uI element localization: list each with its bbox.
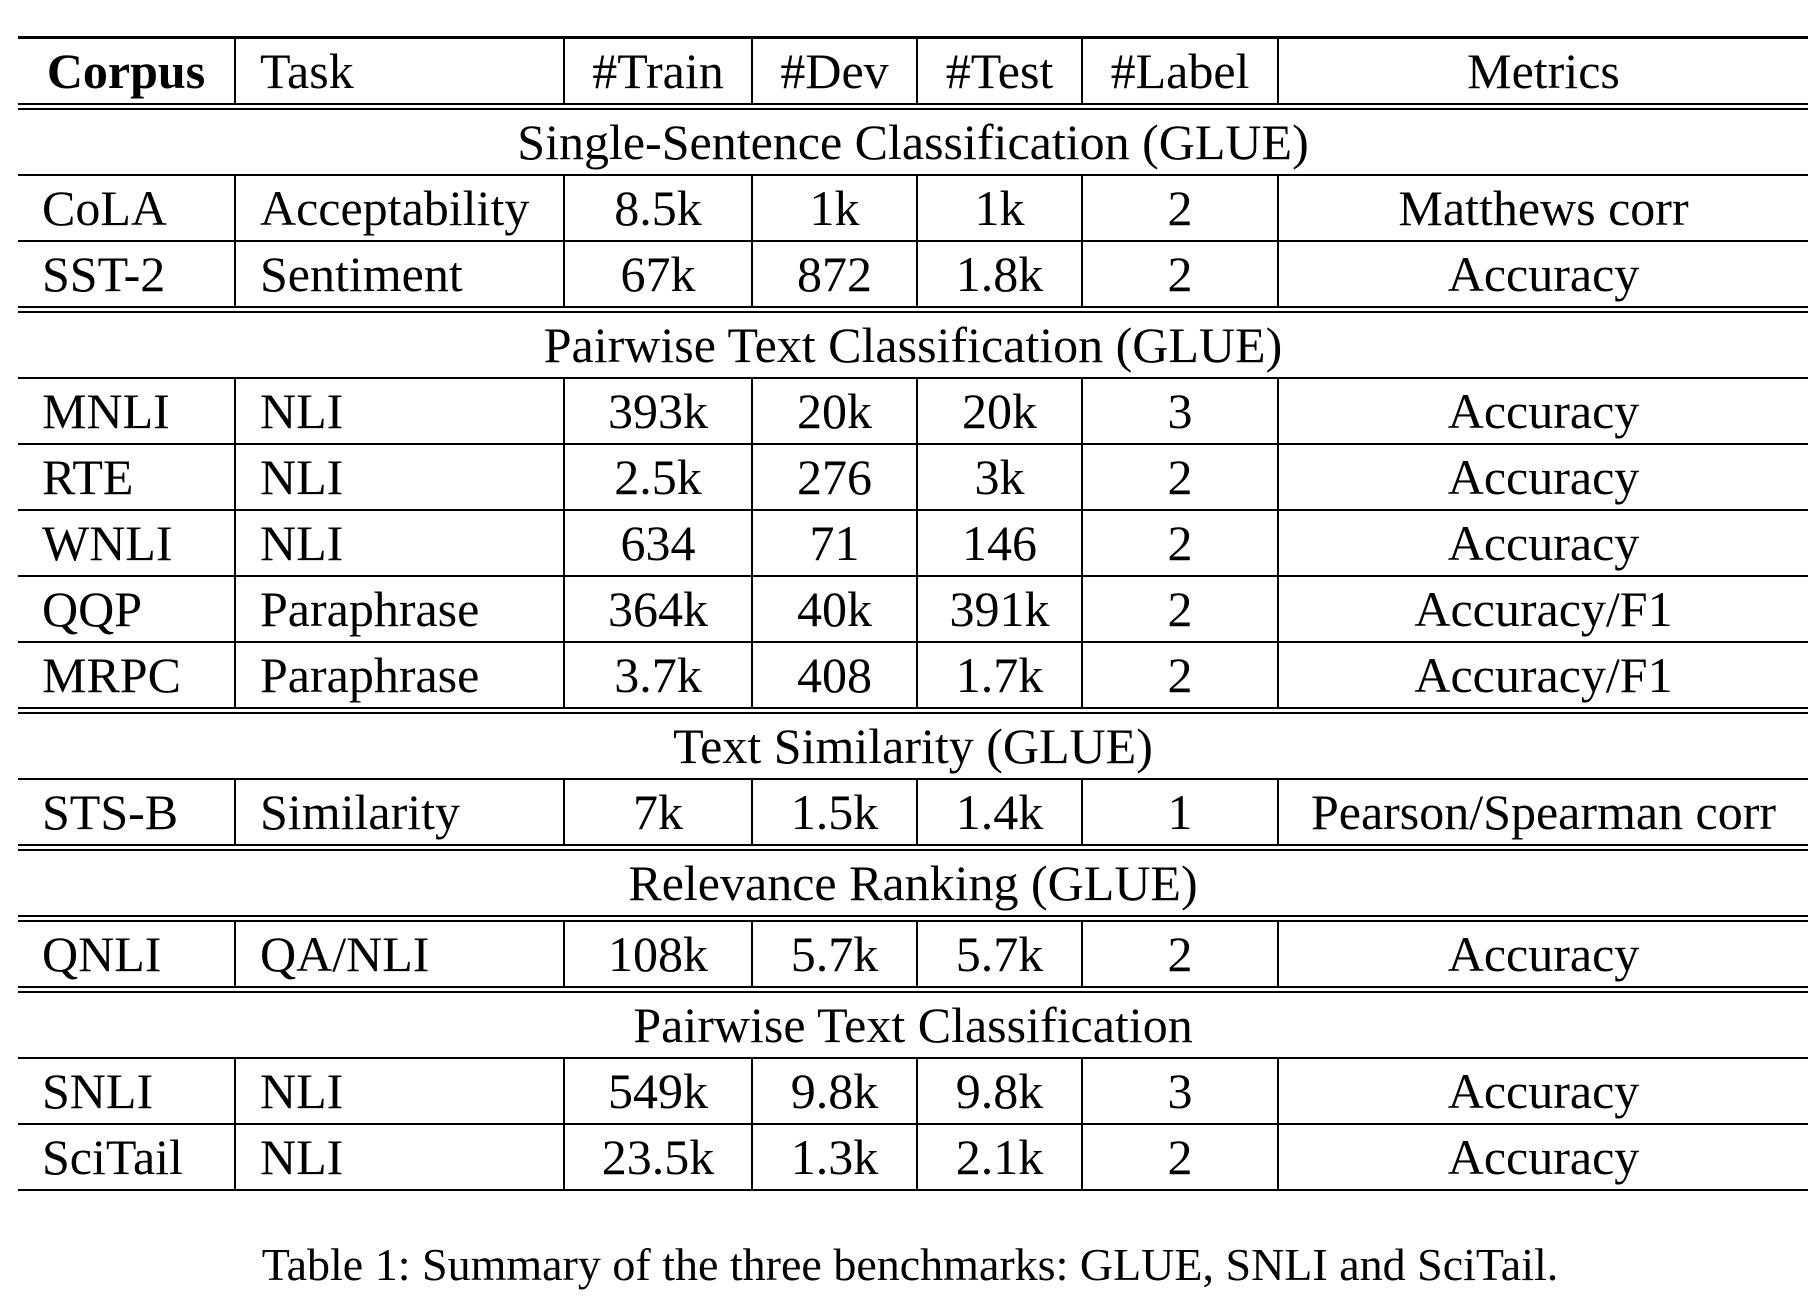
column-header-task: Task <box>235 38 564 107</box>
section-header-row <box>18 310 1808 379</box>
table-row <box>18 576 1808 642</box>
dev-count-cell: 1.3k <box>752 1124 917 1190</box>
table-row <box>18 175 1808 241</box>
metric-cell: Accuracy <box>1278 919 1808 990</box>
corpus-cell: QNLI <box>42 926 162 982</box>
metric-cell: Pearson/Spearman corr <box>1278 779 1808 848</box>
task-cell: Paraphrase <box>235 576 564 642</box>
table-row <box>18 510 1808 576</box>
test-count-cell: 20k <box>917 378 1082 444</box>
corpus-cell: SNLI <box>42 1063 154 1119</box>
section-header-row <box>18 848 1808 919</box>
table-row <box>18 779 1808 848</box>
test-count-cell: 1.8k <box>917 241 1082 310</box>
test-count-cell: 5.7k <box>917 919 1082 990</box>
task-cell: NLI <box>235 444 564 510</box>
metric-cell: Matthews corr <box>1278 175 1808 241</box>
label-count-cell: 2 <box>1082 642 1278 711</box>
dev-count-cell: 40k <box>752 576 917 642</box>
train-count-cell: 67k <box>564 241 752 310</box>
train-count-cell: 108k <box>564 919 752 990</box>
train-count-cell: 364k <box>564 576 752 642</box>
section-header-row <box>18 990 1808 1059</box>
task-cell: NLI <box>235 378 564 444</box>
test-count-cell: 1k <box>917 175 1082 241</box>
section-title: Relevance Ranking (GLUE) <box>628 855 1198 911</box>
task-cell: NLI <box>235 1124 564 1190</box>
label-count-cell: 2 <box>1082 576 1278 642</box>
table-body <box>18 107 1808 1191</box>
train-count-cell: 8.5k <box>564 175 752 241</box>
column-header-label: #Label <box>1082 38 1278 107</box>
metric-cell: Accuracy/F1 <box>1278 576 1808 642</box>
column-header-train: #Train <box>564 38 752 107</box>
table-row <box>18 444 1808 510</box>
corpus-cell: MRPC <box>42 647 181 703</box>
section-title: Pairwise Text Classification (GLUE) <box>543 317 1283 373</box>
table-row <box>18 1058 1808 1124</box>
benchmark-summary-table <box>18 36 1808 1191</box>
task-cell: NLI <box>235 1058 564 1124</box>
column-header-test: #Test <box>917 38 1082 107</box>
test-count-cell: 1.7k <box>917 642 1082 711</box>
corpus-cell: MNLI <box>42 383 170 439</box>
test-count-cell: 391k <box>917 576 1082 642</box>
task-cell: Similarity <box>235 779 564 848</box>
label-count-cell: 3 <box>1082 378 1278 444</box>
label-count-cell: 2 <box>1082 444 1278 510</box>
corpus-cell: CoLA <box>42 180 167 236</box>
test-count-cell: 3k <box>917 444 1082 510</box>
test-count-cell: 146 <box>917 510 1082 576</box>
corpus-cell: QQP <box>42 581 143 637</box>
dev-count-cell: 5.7k <box>752 919 917 990</box>
section-title: Single-Sentence Classification (GLUE) <box>517 114 1309 170</box>
dev-count-cell: 276 <box>752 444 917 510</box>
table-row <box>18 241 1808 310</box>
dev-count-cell: 872 <box>752 241 917 310</box>
train-count-cell: 393k <box>564 378 752 444</box>
dev-count-cell: 20k <box>752 378 917 444</box>
task-cell: QA/NLI <box>235 919 564 990</box>
train-count-cell: 549k <box>564 1058 752 1124</box>
metric-cell: Accuracy <box>1278 241 1808 310</box>
corpus-cell: SciTail <box>42 1129 183 1185</box>
corpus-cell: RTE <box>42 449 134 505</box>
section-title: Pairwise Text Classification <box>633 997 1193 1053</box>
metric-cell: Accuracy <box>1278 1124 1808 1190</box>
test-count-cell: 1.4k <box>917 779 1082 848</box>
benchmark-table-container <box>18 36 1808 1191</box>
train-count-cell: 23.5k <box>564 1124 752 1190</box>
label-count-cell: 1 <box>1082 779 1278 848</box>
metric-cell: Accuracy <box>1278 378 1808 444</box>
metric-cell: Accuracy <box>1278 510 1808 576</box>
label-count-cell: 2 <box>1082 510 1278 576</box>
task-cell: Acceptability <box>235 175 564 241</box>
dev-count-cell: 408 <box>752 642 917 711</box>
metric-cell: Accuracy <box>1278 444 1808 510</box>
metric-cell: Accuracy <box>1278 1058 1808 1124</box>
metric-cell: Accuracy/F1 <box>1278 642 1808 711</box>
section-header-row <box>18 107 1808 176</box>
test-count-cell: 2.1k <box>917 1124 1082 1190</box>
table-row <box>18 1124 1808 1190</box>
task-cell: NLI <box>235 510 564 576</box>
table-caption: Table 1: Summary of the three benchmarks: GLUE, SNLI and SciTail. <box>261 1239 1559 1290</box>
train-count-cell: 3.7k <box>564 642 752 711</box>
task-cell: Sentiment <box>235 241 564 310</box>
train-count-cell: 7k <box>564 779 752 848</box>
table-header-row <box>18 38 1808 107</box>
label-count-cell: 3 <box>1082 1058 1278 1124</box>
corpus-cell: WNLI <box>42 515 173 571</box>
test-count-cell: 9.8k <box>917 1058 1082 1124</box>
dev-count-cell: 1.5k <box>752 779 917 848</box>
table-row <box>18 378 1808 444</box>
train-count-cell: 2.5k <box>564 444 752 510</box>
dev-count-cell: 1k <box>752 175 917 241</box>
table-row <box>18 642 1808 711</box>
table-row <box>18 919 1808 990</box>
section-title: Text Similarity (GLUE) <box>673 718 1153 774</box>
label-count-cell: 2 <box>1082 175 1278 241</box>
column-header-corpus: Corpus <box>46 43 206 99</box>
dev-count-cell: 9.8k <box>752 1058 917 1124</box>
task-cell: Paraphrase <box>235 642 564 711</box>
label-count-cell: 2 <box>1082 919 1278 990</box>
dev-count-cell: 71 <box>752 510 917 576</box>
column-header-metrics: Metrics <box>1278 38 1808 107</box>
label-count-cell: 2 <box>1082 1124 1278 1190</box>
train-count-cell: 634 <box>564 510 752 576</box>
corpus-cell: STS-B <box>42 784 179 840</box>
column-header-dev: #Dev <box>752 38 917 107</box>
section-header-row <box>18 711 1808 780</box>
corpus-cell: SST-2 <box>42 246 166 302</box>
label-count-cell: 2 <box>1082 241 1278 310</box>
